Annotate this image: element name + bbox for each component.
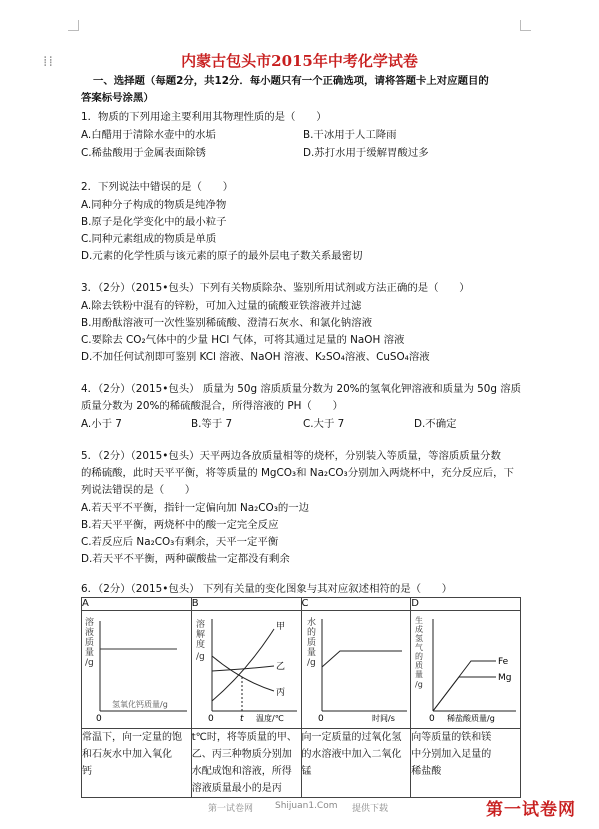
graph-b: [192, 611, 302, 725]
question-stem: 3．（2分）（2015•包头）下列有关物质除杂、鉴别所用试剂或方法正确的是（ ）: [81, 282, 470, 294]
option: A.小于 7: [81, 418, 122, 430]
option: C.要除去 CO₂气体中的少量 HCl 气体，可将其通过足量的 NaOH 溶液: [81, 334, 405, 346]
page-corner-mark: [68, 20, 79, 31]
question-stem: 质量分数为 20%的稀硫酸混合，所得溶液的 PH（ ）: [81, 400, 343, 412]
x-axis-label: 氢氧化钙质量/g: [112, 700, 168, 709]
choice-header: D: [411, 598, 521, 611]
graph-cell-c: [301, 611, 411, 729]
question-stem: 1．物质的下列用途主要利用其物理性质的是（ ）: [81, 111, 327, 123]
x-axis-label: 时间/s: [371, 714, 395, 723]
svg-text:解: 解: [195, 630, 205, 640]
origin-label: 0: [207, 714, 214, 724]
option: B.若天平平衡，两烧杯中的酸一定完全反应: [81, 519, 279, 531]
x-axis-label: 稀盐酸质量/g: [447, 714, 496, 723]
question-stem: 的稀硫酸，此时天平平衡，将等质量的 MgCO₃和 Na₂CO₃分别加入两烧杯中，充分反应后，下: [81, 467, 514, 479]
series-label: Mg: [498, 673, 512, 683]
option: B.干冰用于人工降雨: [303, 129, 397, 141]
choice-header: B: [191, 598, 301, 611]
graph-cell-b: [191, 611, 301, 729]
svg-text:的: 的: [306, 628, 316, 638]
question-stem: 6．（2分）（2015•包头） 下列有关量的变化图象与其对应叙述相符的是（ ）: [81, 583, 453, 595]
option: B.等于 7: [191, 418, 233, 430]
option: A.同种分子构成的物质是纯净物: [81, 199, 227, 211]
svg-text:度: 度: [195, 640, 205, 650]
question-stem: 5．（2分）（2015•包头）天平两边各放质量相等的烧杯，分别装入等质量，等溶质质量分数: [81, 450, 501, 462]
x-axis-label: 温度/℃: [255, 714, 284, 723]
footer-site-url[interactable]: Shijuan1.Com: [275, 801, 338, 811]
svg-text:量: 量: [306, 648, 316, 658]
question-stem: 4．（2分）（2015•包头） 质量为 50g 溶质质量分数为 20%的氢氧化钾溶液和质量为 50g 溶质: [81, 383, 522, 395]
graph-cell-d: [411, 611, 521, 729]
section-heading: 答案标号涂黑）: [81, 92, 154, 104]
option: C.大于 7: [303, 418, 345, 430]
choice-header: C: [301, 598, 411, 611]
option: B.原子是化学变化中的最小粒子: [81, 216, 227, 228]
option: A.白醋用于清除水壶中的水垢: [81, 129, 216, 141]
question-stem: 2．下列说法中错误的是（ ）: [81, 181, 234, 193]
drag-handle-icon[interactable]: ⁞⁞: [43, 54, 54, 70]
choice-description-d: 向等质量的铁和镁 中分别加入足量的 稀盐酸: [411, 729, 521, 798]
curve-jia: [212, 629, 274, 701]
y-axis-label: [415, 615, 423, 689]
svg-text:溶: 溶: [85, 618, 95, 628]
choice-description-b: t℃时，将等质量的甲、 乙、丙三种物质分别加 水配成饱和溶液，所得 溶液质量最小的是丙: [191, 729, 301, 798]
option: C.若反应后 Na₂CO₃有剩余，天平一定平衡: [81, 536, 279, 548]
svg-text:气: 气: [415, 643, 424, 652]
svg-text:/g: /g: [415, 680, 424, 689]
graph-c: [302, 611, 412, 725]
choice-header: A: [82, 598, 192, 611]
series-label: 丙: [275, 688, 285, 698]
svg-text:生: 生: [415, 616, 424, 625]
graph-a: [82, 611, 192, 725]
tick-label: t: [239, 714, 244, 724]
origin-label: 0: [429, 714, 435, 724]
graph-d: [411, 611, 521, 725]
option: D.若天平不平衡，两种碳酸盐一定都没有剩余: [81, 553, 290, 565]
svg-text:质: 质: [306, 638, 316, 648]
curve-fe: [433, 661, 496, 711]
svg-text:氢: 氢: [415, 634, 424, 643]
y-axis-label: [196, 618, 205, 662]
graph-cell-a: [82, 611, 192, 729]
svg-text:/g: /g: [85, 658, 94, 668]
site-logo: 第一试卷网: [486, 800, 576, 820]
svg-text:水: 水: [306, 618, 316, 628]
svg-text:量: 量: [415, 670, 424, 679]
svg-text:液: 液: [85, 628, 95, 638]
option: A.除去铁粉中混有的锌粉，可加入过量的硫酸亚铁溶液并过滤: [81, 300, 362, 312]
series-label: 甲: [275, 622, 285, 632]
choice-description-a: 常温下，向一定量的饱 和石灰水中加入氧化 钙: [82, 729, 192, 798]
answer-choice-table: [81, 597, 521, 798]
curve-mg: [433, 677, 496, 711]
y-axis-label: [307, 616, 316, 668]
footer-download-text: 提供下载: [352, 804, 389, 814]
origin-label: 0: [96, 714, 102, 724]
option: D.不加任何试剂即可鉴别 KCl 溶液、NaOH 溶液、K₂SO₄溶液、CuSO₄溶液: [81, 351, 430, 363]
option: D.不确定: [414, 418, 457, 430]
series-label: 乙: [275, 662, 285, 672]
question-stem: 列说法错误的是（ ）: [81, 484, 196, 496]
option: B.用酚酞溶液可一次性鉴别稀硫酸、澄清石灰水、和氯化钠溶液: [81, 317, 372, 329]
svg-text:溶: 溶: [195, 620, 205, 630]
option: D.苏打水用于缓解胃酸过多: [303, 147, 429, 159]
page-corner-mark: [520, 20, 531, 31]
exam-title: 内蒙古包头市2015年中考化学试卷: [181, 52, 418, 70]
data-line: [322, 651, 402, 667]
option: C.稀盐酸用于金属表面除锈: [81, 147, 206, 159]
svg-text:/g: /g: [306, 658, 316, 668]
svg-text:成: 成: [415, 625, 424, 634]
svg-text:质: 质: [415, 661, 424, 670]
svg-text:量: 量: [85, 648, 95, 658]
choice-description-c: 向一定质量的过氧化氢 的水溶液中加入二氧化 锰: [301, 729, 411, 798]
option: A.若天平不平衡，指针一定偏向加 Na₂CO₃的一边: [81, 502, 310, 514]
y-axis-label: [85, 616, 94, 668]
curve-bing: [212, 656, 274, 691]
series-label: Fe: [498, 657, 509, 667]
origin-label: 0: [317, 714, 324, 724]
option: C.同种元素组成的物质是单质: [81, 233, 217, 245]
svg-text:/g: /g: [195, 652, 205, 662]
option: D.元素的化学性质与该元素的原子的最外层电子数关系最密切: [81, 250, 363, 262]
svg-text:质: 质: [85, 638, 95, 648]
footer-site-name: 第一试卷网: [208, 804, 254, 814]
svg-text:的: 的: [415, 652, 424, 661]
section-heading: 一、选择题（每题2分，共12分．每小题只有一个正确选项，请将答题卡上对应题目的: [93, 75, 489, 87]
